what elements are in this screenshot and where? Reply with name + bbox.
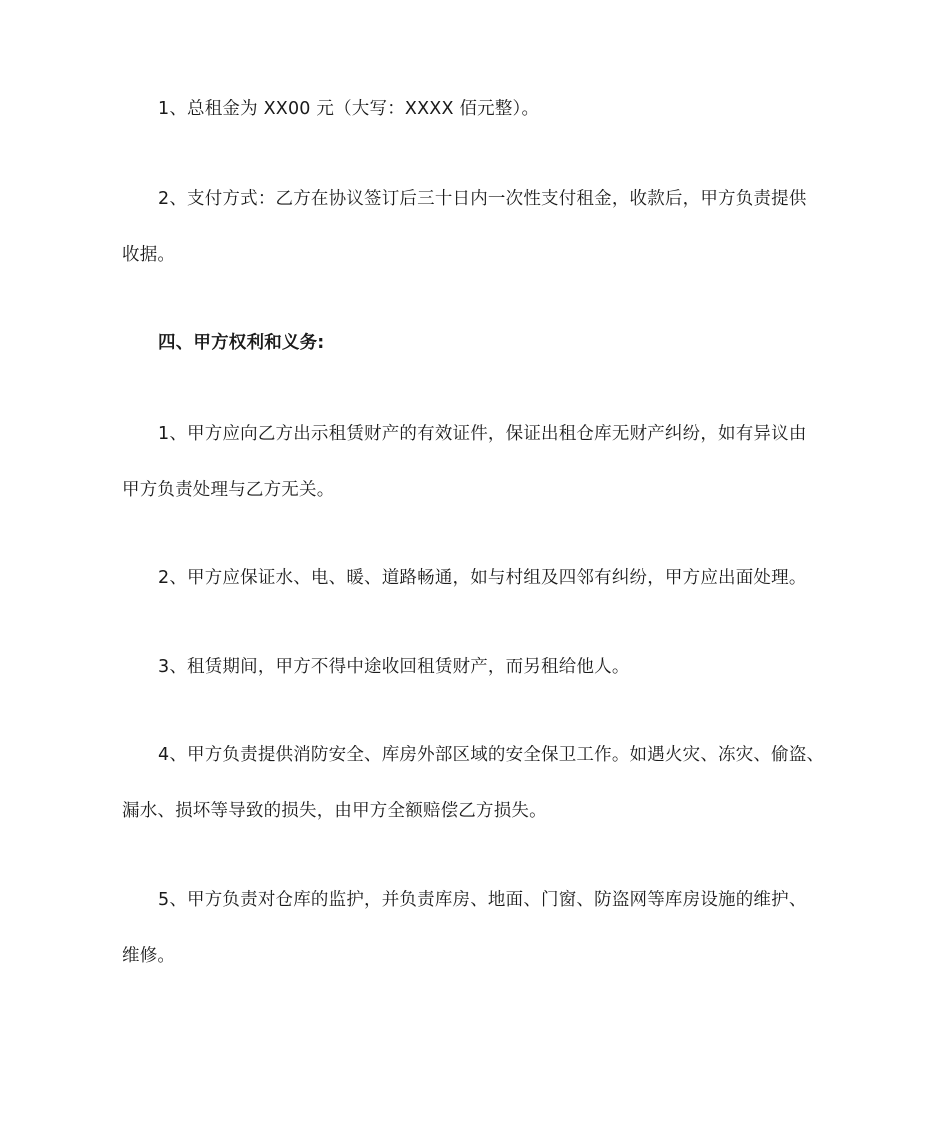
obligation-item-1-continued: 甲方负责处理与乙方无关。	[122, 480, 335, 500]
obligation-item-3: 3、租赁期间，甲方不得中途收回租赁财产，而另租给他人。	[158, 657, 630, 677]
obligation-item-2: 2、甲方应保证水、电、暖、道路畅通，如与村组及四邻有纠纷，甲方应出面处理。	[158, 568, 807, 588]
obligation-item-1: 1、甲方应向乙方出示租赁财产的有效证件，保证出租仓库无财产纠纷，如有异议由	[158, 424, 807, 444]
section-heading: 四、甲方权利和义务:	[158, 333, 325, 353]
rent-total-item: 1、总租金为 XX00 元（大写：XXXX 佰元整）。	[158, 99, 540, 119]
obligation-item-4: 4、甲方负责提供消防安全、库房外部区域的安全保卫工作。如遇火灾、冻灾、偷盗、	[158, 745, 825, 765]
obligation-item-5-continued: 维修。	[122, 946, 176, 966]
payment-method-item-continued: 收据。	[122, 245, 176, 265]
obligation-item-5: 5、甲方负责对仓库的监护，并负责库房、地面、门窗、防盗网等库房设施的维护、	[158, 890, 807, 910]
obligation-item-4-continued: 漏水、损坏等导致的损失，由甲方全额赔偿乙方损失。	[122, 801, 547, 821]
payment-method-item: 2、支付方式：乙方在协议签订后三十日内一次性支付租金，收款后，甲方负责提供	[158, 189, 807, 209]
